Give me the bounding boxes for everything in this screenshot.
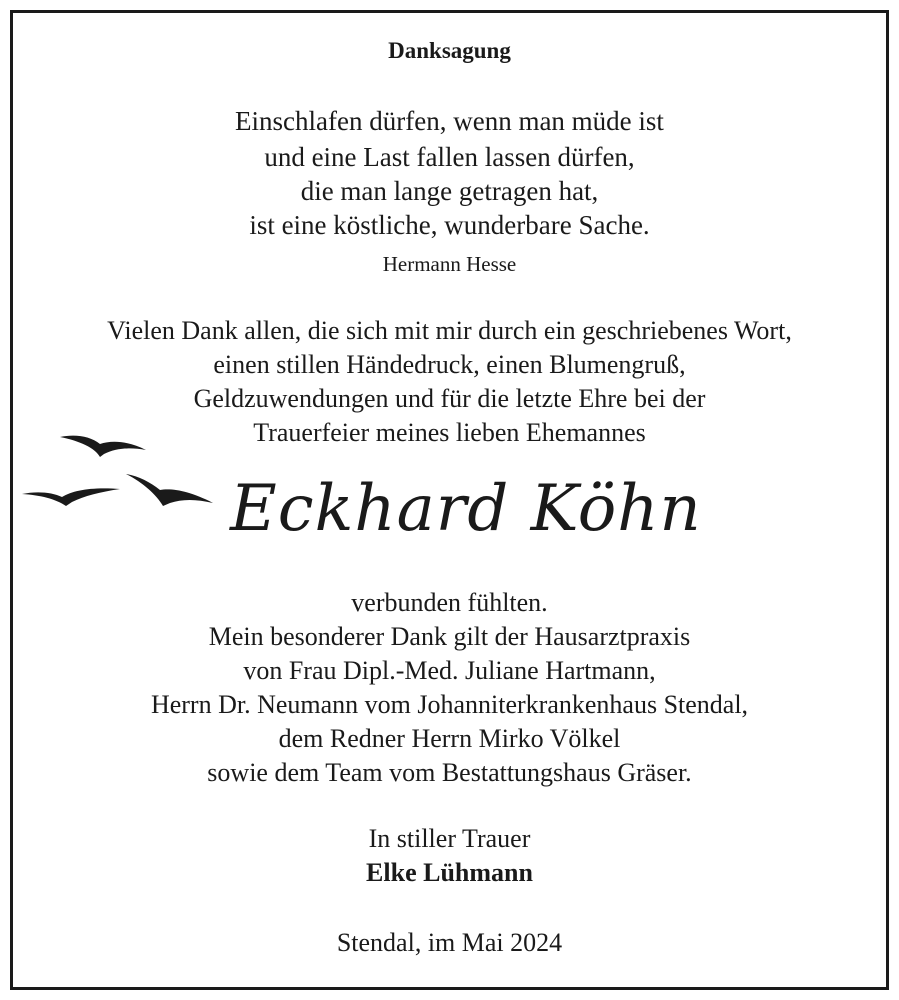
- thanks-line: Herrn Dr. Neumann vom Johanniterkrankenhaus Stendal,: [150, 690, 749, 719]
- mourning-phrase: In stiller Trauer: [368, 824, 531, 853]
- intro-line: einen stillen Händedruck, einen Blumengruß,: [213, 350, 686, 379]
- intro-line: Vielen Dank allen, die sich mit mir durch ein geschriebenes Wort,: [107, 316, 792, 345]
- poem-line: Einschlafen dürfen, wenn man müde ist: [235, 106, 664, 136]
- poem-line: und eine Last fallen lassen dürfen,: [264, 142, 635, 172]
- deceased-name: Eckhard Köhn: [230, 472, 702, 546]
- mourner-name: Elke Lühmann: [366, 858, 533, 887]
- thanks-line: sowie dem Team vom Bestattungshaus Gräser.: [207, 758, 692, 787]
- intro-line: Geldzuwendungen und für die letzte Ehre bei der: [193, 384, 706, 413]
- poem-line: die man lange getragen hat,: [300, 176, 599, 206]
- intro-line: Trauerfeier meines lieben Ehemannes: [253, 418, 646, 447]
- poem-author: Hermann Hesse: [382, 252, 517, 276]
- thanks-line: von Frau Dipl.-Med. Juliane Hartmann,: [243, 656, 656, 685]
- place-date: Stendal, im Mai 2024: [336, 928, 563, 957]
- thanks-line: Mein besonderer Dank gilt der Hausarztpraxis: [208, 622, 691, 651]
- thanks-line: verbunden fühlten.: [351, 588, 548, 617]
- poem-line: ist eine köstliche, wunderbare Sache.: [249, 210, 650, 240]
- notice-heading: Danksagung: [388, 38, 511, 63]
- thanks-line: dem Redner Herrn Mirko Völkel: [278, 724, 621, 753]
